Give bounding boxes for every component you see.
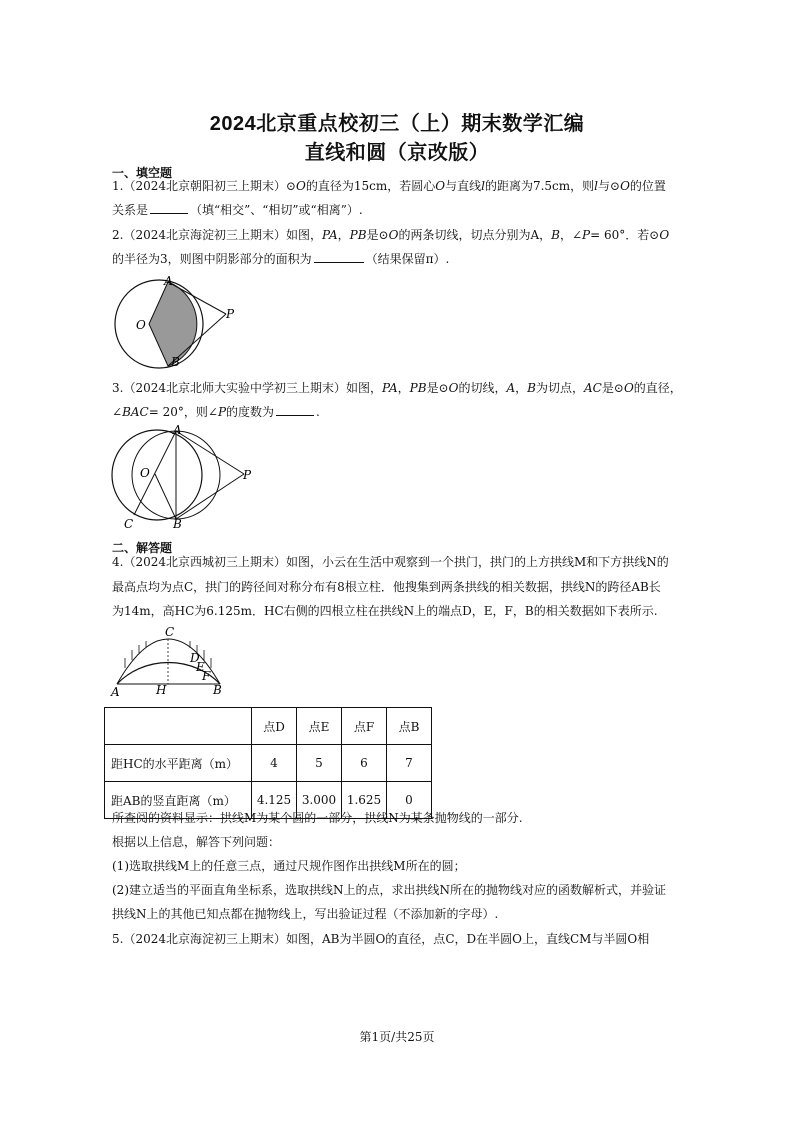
table-header-E: 点E <box>297 708 342 745</box>
q2-line2: 的半径为3，则图中阴影部分的面积为 （结果保留π）. <box>112 252 450 266</box>
fig3-label-H: H <box>156 683 167 697</box>
table-cell: 6 <box>342 745 387 782</box>
table-header-D: 点D <box>252 708 297 745</box>
fig1-label-B: B <box>171 355 180 369</box>
table-cell: 7 <box>387 745 432 782</box>
q3-line1: 3.（2024北京北师大实验中学初三上期末）如图，PA，PB是⊙O的切线，A，B为切点，AC是⊙O的直径， <box>112 381 682 395</box>
table-row <box>105 745 432 782</box>
fig1-label-P: P <box>226 307 235 321</box>
q5-line1: 5.（2024北京海淀初三上期末）如图，AB为半圆O的直径，点C，D在半圆O上，直线CM与半圆O相 <box>112 932 650 946</box>
section-answer: 二、解答题 <box>112 541 173 555</box>
table-header-row <box>105 708 432 745</box>
q4-line3: 为14m，高HC为6.125m．HC右侧的四根立柱在拱线N上的端点D，E，F，B的相关数据如下表所示. <box>112 604 658 618</box>
fig3-label-A: A <box>111 685 120 698</box>
table-cell: 4 <box>252 745 297 782</box>
row-label-vertical: 距AB的竖直距离（m） <box>105 782 252 819</box>
fig3-label-D: D <box>190 651 200 665</box>
q1-line1: 1.（2024北京朝阳初三上期末）⊙O的直径为15cm，若圆心O与直线l的距离为7.5cm，则l与⊙O的位置 <box>112 179 666 193</box>
table-cell: 0 <box>387 782 432 819</box>
fig3-label-E: E <box>196 660 205 674</box>
q3-answer-blank[interactable] <box>276 405 314 416</box>
q4-after5: 拱线N上的其他已知点都在抛物线上，写出验证过程（不添加新的字母）. <box>112 907 499 921</box>
figure-q3-tangents <box>105 422 260 532</box>
page-title: 2024北京重点校初三（上）期末数学汇编 <box>209 113 585 135</box>
table-corner-cell <box>105 708 252 745</box>
q4-after4: (2)建立适当的平面直角坐标系，选取拱线N上的点，求出拱线N所在的抛物线对应的函数解析式，并验证 <box>112 883 667 897</box>
row-label-horizontal: 距HC的水平距离（m） <box>105 745 252 782</box>
fig1-label-A: A <box>164 274 173 288</box>
page-subtitle: 直线和圆（京改版） <box>304 142 490 164</box>
fig2-label-P: P <box>243 468 252 482</box>
q4-after2: 根据以上信息，解答下列问题： <box>112 835 281 849</box>
page-footer: 第1页/共25页 <box>359 1030 435 1044</box>
table-cell: 3.000 <box>297 782 342 819</box>
table-cell: 1.625 <box>342 782 387 819</box>
q4-after1: 所查阅的资料显示：拱线M为某个圆的一部分，拱线N为某条抛物线的一部分. <box>112 811 523 825</box>
fig3-label-C: C <box>165 625 175 639</box>
q2-line1: 2.（2024北京海淀初三上期末）如图，PA，PB是⊙O的两条切线，切点分别为A，B，∠P= 60°．若⊙O <box>112 228 670 242</box>
fig2-label-O: O <box>140 466 150 480</box>
table-header-B: 点B <box>387 708 432 745</box>
fig1-label-O: O <box>136 318 146 332</box>
table-cell: 4.125 <box>252 782 297 819</box>
table-cell: 5 <box>297 745 342 782</box>
table-header-F: 点F <box>342 708 387 745</box>
q1-answer-blank[interactable] <box>150 203 188 214</box>
section-fill-blank: 一、填空题 <box>112 166 173 180</box>
figure-q2-tangents <box>105 274 245 372</box>
figure-q4-arch <box>105 622 230 698</box>
q4-line2: 最高点均为点C，拱门的跨径间对称分布有8根立柱．他搜集到两条拱线的相关数据，拱线N的跨径AB长 <box>112 580 661 594</box>
fig3-label-F: F <box>202 669 211 683</box>
q3-line2: ∠BAC= 20°，则∠P的度数为 . <box>112 405 320 419</box>
fig2-label-B: B <box>173 517 182 531</box>
q4-line1: 4.（2024北京西城初三上期末）如图，小云在生活中观察到一个拱门，拱门的上方拱线M和下方拱线N的 <box>112 555 669 569</box>
fig3-label-B: B <box>213 683 222 697</box>
q4-after3: (1)选取拱线M上的任意三点，通过尺规作图作出拱线M所在的圆； <box>112 859 466 873</box>
q1-line2: 关系是 （填“相交”、“相切”或“相离”）. <box>112 203 363 217</box>
fig2-label-C: C <box>124 517 134 531</box>
data-table <box>104 707 432 819</box>
fig2-label-A: A <box>173 423 182 437</box>
q2-answer-blank[interactable] <box>314 252 364 263</box>
